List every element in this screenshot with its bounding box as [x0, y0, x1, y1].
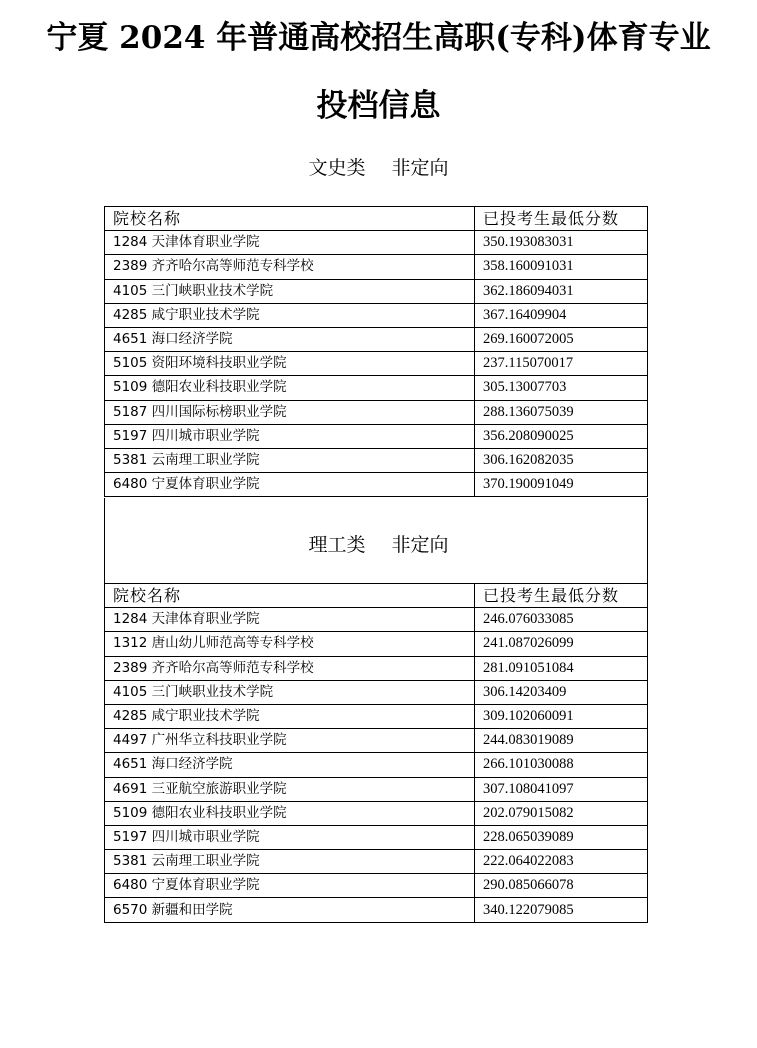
min-score-cell: 269.160072005 [475, 327, 648, 351]
table-row [105, 327, 648, 351]
table-row [105, 825, 648, 849]
header-min-score: 已投考生最低分数 [475, 207, 648, 231]
table-row [105, 424, 648, 448]
table-row [105, 231, 648, 255]
table-row [105, 874, 648, 898]
table-header-row [105, 207, 648, 231]
min-score-cell: 356.208090025 [475, 424, 648, 448]
school-name-cell: 4497 广州华立科技职业学院 [105, 729, 475, 753]
school-name-cell: 5105 资阳环境科技职业学院 [105, 352, 475, 376]
header-min-score: 已投考生最低分数 [475, 584, 648, 608]
header-school-name: 院校名称 [105, 584, 475, 608]
min-score-cell: 237.115070017 [475, 352, 648, 376]
table-science [104, 583, 648, 923]
table-row [105, 473, 648, 497]
table-header-row [105, 584, 648, 608]
min-score-cell: 350.193083031 [475, 231, 648, 255]
min-score-cell: 202.079015082 [475, 801, 648, 825]
school-name-cell: 6480 宁夏体育职业学院 [105, 874, 475, 898]
school-name-cell: 5197 四川城市职业学院 [105, 424, 475, 448]
table-row [105, 850, 648, 874]
school-name-cell: 6480 宁夏体育职业学院 [105, 473, 475, 497]
min-score-cell: 246.076033085 [475, 608, 648, 632]
header-school-name: 院校名称 [105, 207, 475, 231]
table-row [105, 352, 648, 376]
min-score-cell: 306.14203409 [475, 680, 648, 704]
table-row [105, 376, 648, 400]
table-row [105, 753, 648, 777]
table-row [105, 680, 648, 704]
school-name-cell: 2389 齐齐哈尔高等师范专科学校 [105, 255, 475, 279]
school-name-cell: 5109 德阳农业科技职业学院 [105, 376, 475, 400]
table-row [105, 656, 648, 680]
min-score-cell: 306.162082035 [475, 448, 648, 472]
section-direction: 非定向 [391, 534, 449, 556]
section-category: 文史类 [308, 157, 366, 179]
table-row [105, 801, 648, 825]
school-name-cell: 4651 海口经济学院 [105, 327, 475, 351]
school-name-cell: 5197 四川城市职业学院 [105, 825, 475, 849]
min-score-cell: 305.13007703 [475, 376, 648, 400]
document-title-line-1: 宁夏 2024 年普通高校招生高职(专科)体育专业 [46, 20, 711, 56]
min-score-cell: 228.065039089 [475, 825, 648, 849]
school-name-cell: 4651 海口经济学院 [105, 753, 475, 777]
table-row [105, 608, 648, 632]
school-name-cell: 1284 天津体育职业学院 [105, 608, 475, 632]
min-score-cell: 358.160091031 [475, 255, 648, 279]
section-direction: 非定向 [391, 157, 449, 179]
school-name-cell: 4285 咸宁职业技术学院 [105, 704, 475, 728]
min-score-cell: 309.102060091 [475, 704, 648, 728]
table-row [105, 704, 648, 728]
min-score-cell: 266.101030088 [475, 753, 648, 777]
table-liberal-arts [104, 206, 648, 497]
table-row [105, 279, 648, 303]
school-name-cell: 4105 三门峡职业技术学院 [105, 279, 475, 303]
min-score-cell: 288.136075039 [475, 400, 648, 424]
school-name-cell: 5381 云南理工职业学院 [105, 448, 475, 472]
school-name-cell: 4691 三亚航空旅游职业学院 [105, 777, 475, 801]
table-row [105, 303, 648, 327]
school-name-cell: 4285 咸宁职业技术学院 [105, 303, 475, 327]
min-score-cell: 370.190091049 [475, 473, 648, 497]
table-row [105, 255, 648, 279]
school-name-cell: 5109 德阳农业科技职业学院 [105, 801, 475, 825]
min-score-cell: 307.108041097 [475, 777, 648, 801]
table-row [105, 898, 648, 922]
school-name-cell: 1312 唐山幼儿师范高等专科学校 [105, 632, 475, 656]
min-score-cell: 281.091051084 [475, 656, 648, 680]
table-row [105, 729, 648, 753]
school-name-cell: 5381 云南理工职业学院 [105, 850, 475, 874]
school-name-cell: 1284 天津体育职业学院 [105, 231, 475, 255]
table-row [105, 400, 648, 424]
document-title-line-2: 投档信息 [316, 88, 441, 124]
school-name-cell: 6570 新疆和田学院 [105, 898, 475, 922]
table-body [105, 207, 648, 497]
min-score-cell: 241.087026099 [475, 632, 648, 656]
section-category: 理工类 [308, 534, 366, 556]
section-heading-science [0, 533, 757, 557]
table-row [105, 777, 648, 801]
table-row [105, 448, 648, 472]
section-heading-liberal-arts [0, 156, 757, 180]
min-score-cell: 222.064022083 [475, 850, 648, 874]
table-row [105, 632, 648, 656]
school-name-cell: 5187 四川国际标榜职业学院 [105, 400, 475, 424]
min-score-cell: 244.083019089 [475, 729, 648, 753]
min-score-cell: 367.16409904 [475, 303, 648, 327]
min-score-cell: 362.186094031 [475, 279, 648, 303]
table-body [105, 584, 648, 923]
school-name-cell: 4105 三门峡职业技术学院 [105, 680, 475, 704]
school-name-cell: 2389 齐齐哈尔高等师范专科学校 [105, 656, 475, 680]
min-score-cell: 290.085066078 [475, 874, 648, 898]
min-score-cell: 340.122079085 [475, 898, 648, 922]
